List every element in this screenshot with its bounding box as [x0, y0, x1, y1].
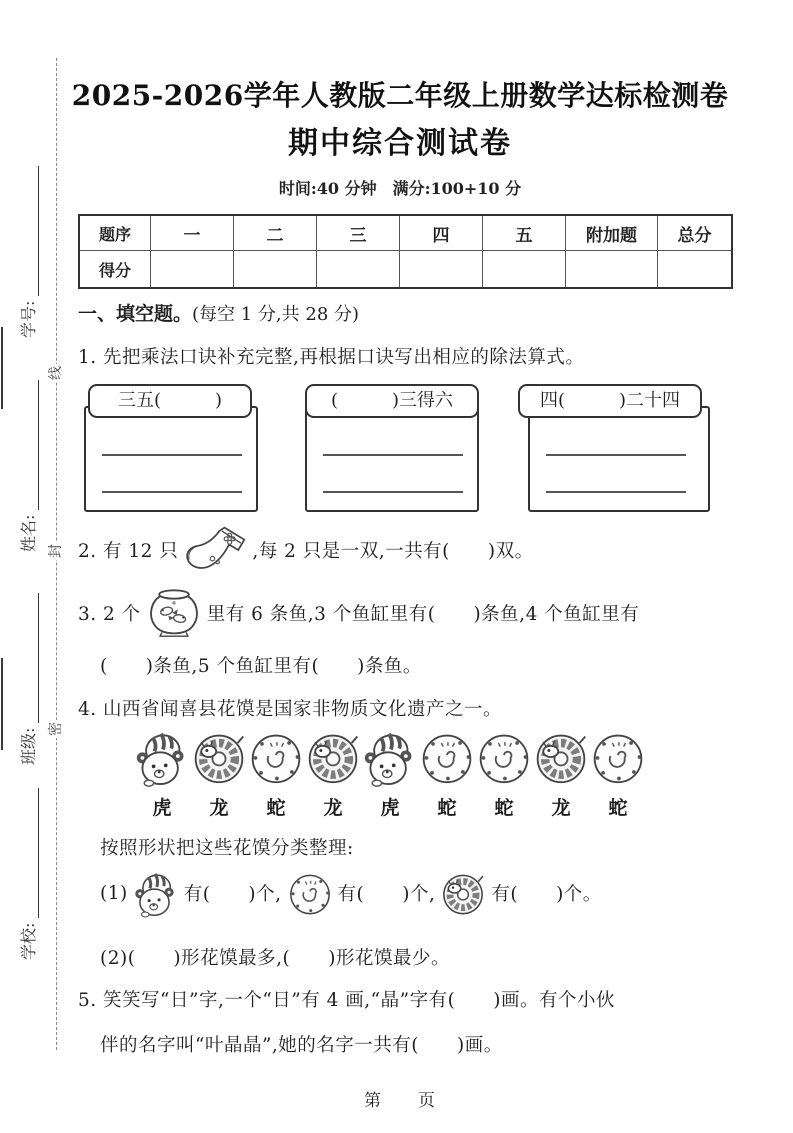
question-3-text-pre: 3. 2 个 — [78, 604, 141, 625]
question-4-sub1 — [100, 868, 602, 918]
question-3-line1 — [78, 588, 639, 638]
bun-label: 龙 — [209, 797, 229, 819]
tiger-bun-icon — [133, 868, 179, 918]
name-blank — [23, 380, 39, 510]
dragon-bun-icon — [191, 726, 247, 788]
seal-char-feng: 封 — [48, 544, 64, 558]
bun-label: 虎 — [152, 797, 172, 819]
bun-labels-row — [134, 793, 646, 820]
snake-bun-icon — [476, 726, 532, 788]
mult-box-1 — [80, 384, 258, 512]
page-edge-mark — [1, 327, 3, 409]
answer-line — [102, 491, 242, 493]
sub1-prefix: (1) — [100, 882, 128, 904]
seal-char-xian: 线 — [48, 366, 64, 380]
score-cell-empty — [657, 250, 731, 287]
tiger-bun-icon — [362, 726, 418, 788]
side-field-name — [17, 352, 39, 552]
class-label: 班级: — [19, 727, 38, 765]
score-table — [78, 214, 733, 289]
bun-label: 蛇 — [494, 797, 514, 819]
side-field-class — [17, 565, 39, 765]
student-id-label: 学号: — [19, 300, 38, 338]
dragon-bun-icon — [305, 726, 361, 788]
name-label: 姓名: — [19, 514, 38, 552]
answer-line — [546, 454, 686, 456]
section-heading-note: (每空 1 分,共 28 分) — [192, 304, 360, 325]
score-cell-empty — [482, 250, 565, 287]
question-1-text: 1. 先把乘法口诀补充完整,再根据口诀写出相应的除法算式。 — [78, 347, 585, 368]
score-cell-empty — [316, 250, 399, 287]
mult-box-2-tab: ( )三得六 — [305, 384, 479, 418]
mult-box-3 — [524, 384, 710, 512]
exam-info: 时间:40 分钟 满分:100+10 分 — [278, 179, 522, 198]
sub1-seg3: 有( )个。 — [491, 884, 602, 905]
bun-label: 蛇 — [266, 797, 286, 819]
page-title: 2025-2026学年人教版二年级上册数学达标检测卷 — [71, 79, 729, 112]
class-blank — [23, 593, 39, 723]
question-4-sort-text: 按照形状把这些花馍分类整理: — [100, 838, 354, 859]
score-row-label: 得分 — [80, 250, 150, 287]
score-cell-empty — [399, 250, 482, 287]
mult-box-1-body — [84, 406, 258, 512]
answer-line — [546, 491, 686, 493]
question-5-line1: 5. 笑笑写“日”字,一个“日”有 4 画,“晶”字有( )画。有个小伙 — [78, 990, 616, 1011]
sub1-seg1: 有( )个, — [183, 884, 282, 905]
buns-row — [134, 726, 646, 788]
mult-box-1-tab: 三五( ) — [88, 384, 252, 418]
snake-bun-icon — [287, 868, 333, 918]
table-header-cell: 附加题 — [565, 216, 657, 250]
answer-line — [323, 491, 463, 493]
school-label: 学校: — [19, 922, 38, 960]
score-cell-empty — [150, 250, 233, 287]
dragon-bun-icon — [440, 868, 486, 918]
score-cell-empty — [233, 250, 316, 287]
score-cell-empty — [565, 250, 657, 287]
mult-box-3-body — [528, 406, 710, 512]
seal-char-mi: 密 — [48, 722, 64, 736]
fishbowl-icon — [146, 588, 202, 638]
section-heading-title: 一、填空题。 — [78, 303, 193, 325]
bun-label: 蛇 — [437, 797, 457, 819]
section-heading — [78, 299, 359, 326]
side-field-student-id — [17, 138, 39, 338]
question-5-line2: 伴的名字叫“叶晶晶”,她的名字一共有( )画。 — [100, 1035, 503, 1056]
table-header-cell: 一 — [150, 216, 233, 250]
snake-bun-icon — [419, 726, 475, 788]
question-3-line2: ( )条鱼,5 个鱼缸里有( )条鱼。 — [100, 656, 422, 677]
snake-bun-icon — [248, 726, 304, 788]
mult-box-3-tab: 四( )二十四 — [518, 384, 702, 418]
school-blank — [23, 788, 39, 918]
table-header-cell: 三 — [316, 216, 399, 250]
answer-line — [102, 454, 242, 456]
question-2 — [78, 525, 534, 575]
page-footer: 第 页 — [364, 1091, 436, 1111]
table-header-cell: 五 — [482, 216, 565, 250]
question-2-text-post: ,每 2 只是一双,一共有( )双。 — [252, 541, 534, 562]
question-4-text: 4. 山西省闻喜县花馍是国家非物质文化遗产之一。 — [78, 699, 503, 720]
bun-label: 龙 — [551, 797, 571, 819]
sock-icon — [183, 525, 247, 575]
page-subtitle: 期中综合测试卷 — [288, 126, 512, 161]
question-2-text-pre: 2. 有 12 只 — [78, 541, 179, 562]
answer-line — [323, 454, 463, 456]
side-field-school — [17, 760, 39, 960]
table-header-cell: 四 — [399, 216, 482, 250]
question-4-sub2: (2)( )形花馍最多,( )形花馍最少。 — [100, 948, 450, 969]
bun-label: 虎 — [380, 797, 400, 819]
table-header-cell: 题序 — [98, 224, 131, 244]
table-header-cell: 总分 — [657, 216, 731, 250]
question-3-text-post: 里有 6 条鱼,3 个鱼缸里有( )条鱼,4 个鱼缸里有 — [206, 604, 640, 625]
snake-bun-icon — [590, 726, 646, 788]
table-header-cell: 二 — [233, 216, 316, 250]
student-id-blank — [23, 166, 39, 296]
bun-label: 龙 — [323, 797, 343, 819]
page-edge-mark — [1, 658, 3, 750]
mult-box-2 — [301, 384, 479, 512]
tiger-bun-icon — [134, 726, 190, 788]
mult-box-2-body — [305, 406, 479, 512]
sub1-seg2: 有( )个, — [337, 884, 436, 905]
dragon-bun-icon — [533, 726, 589, 788]
bun-label: 蛇 — [608, 797, 628, 819]
